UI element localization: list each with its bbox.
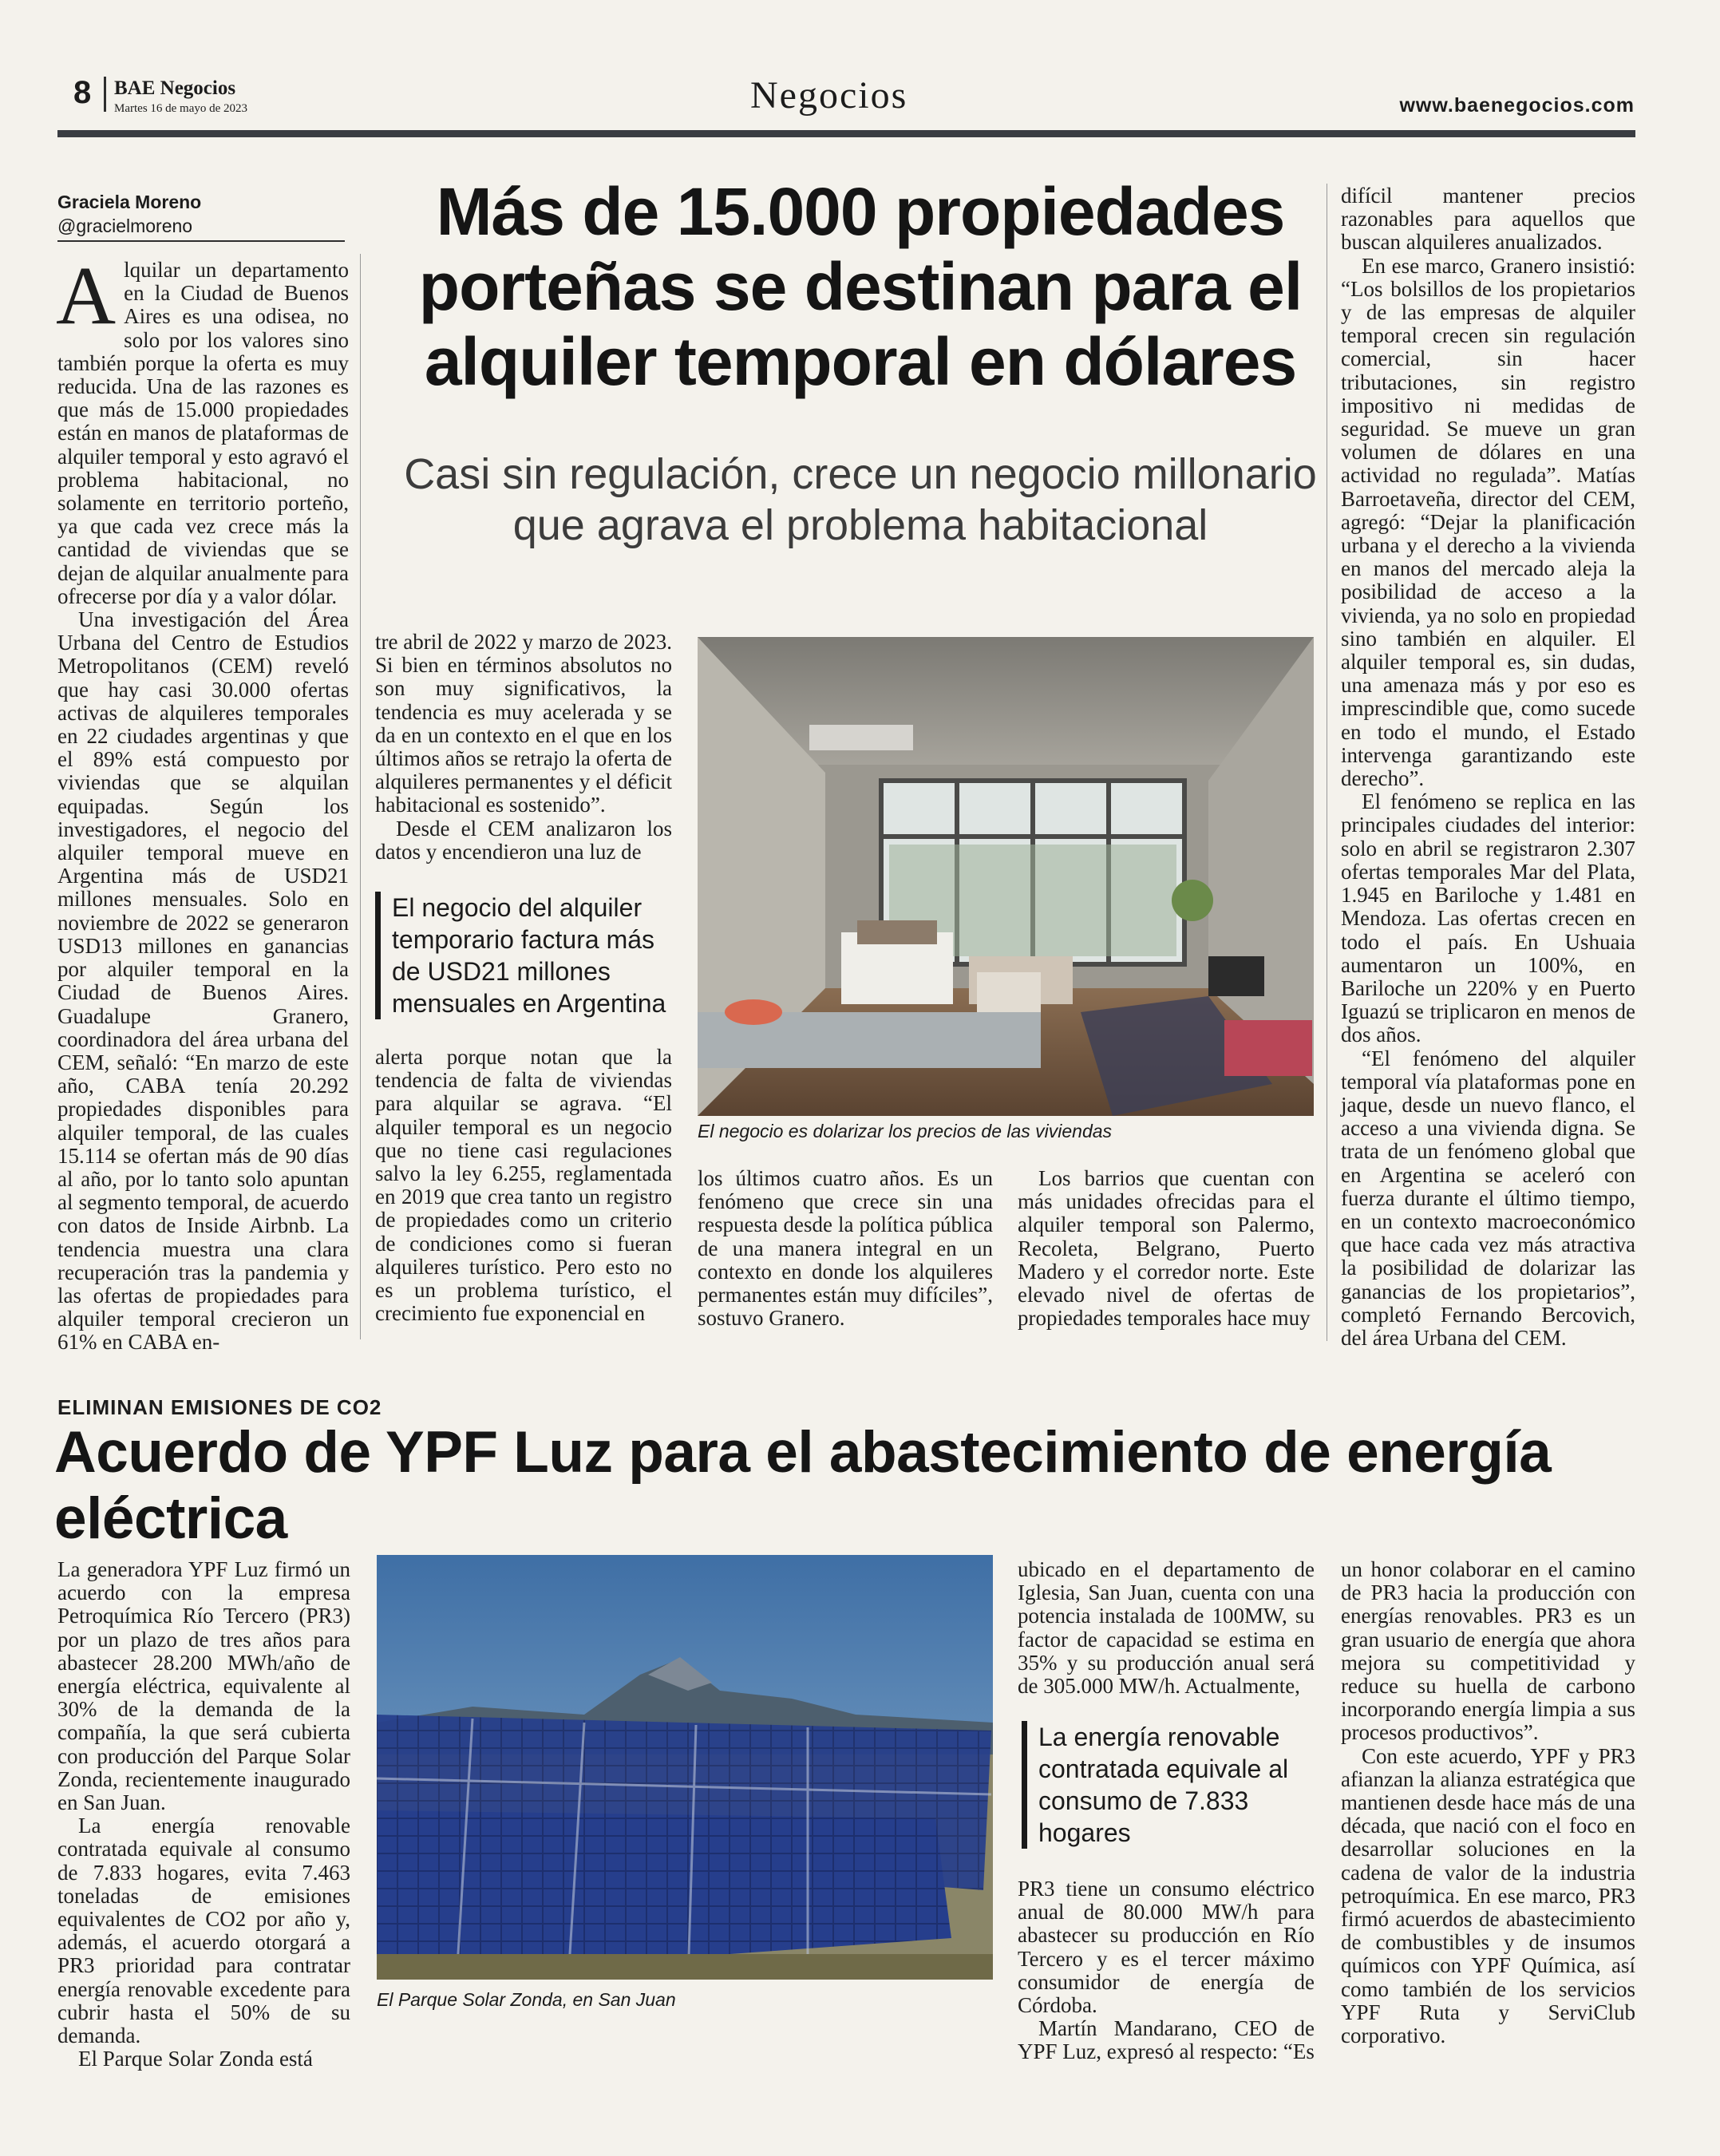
byline-handle: @gracielmoreno	[57, 216, 193, 236]
article1-column-2b	[375, 1046, 672, 1325]
article1-paragraph: los últimos cuatro años. Es un fenómeno que crece sin una respuesta desde la política pública de una manera integral en un contexto en donde los alquileres permanentes están muy difíciles”, sostuvo Granero.	[698, 1166, 993, 1331]
article1-column-4	[1018, 1167, 1315, 1330]
pullquote-ypf: La energía renovable contratada equivale al consumo de 7.833 hogares	[1022, 1721, 1310, 1849]
website-url: www.baenegocios.com	[1399, 94, 1635, 117]
masthead-divider	[104, 77, 106, 112]
section-title: Negocios	[750, 74, 908, 117]
byline-author: Graciela Moreno	[57, 192, 202, 212]
article2-paragraph: PR3 tiene un consumo eléctrico anual de 80.000 MW/h para abastecer su producción en Río Tercero y es el tercer máximo consumidor de energía de Córdoba.	[1018, 1877, 1315, 2018]
article1-paragraph: En ese marco, Granero insistió: “Los bolsillos de los propietarios y de las empresas de alquiler temporal crecen sin regulación comercial, sin hacer tributaciones, sin registro impositivo ni medidas de seguridad. Se mueve un gran volumen de dólares en una actividad no regulada”. Matías Barroetaveña, director del CEM, agregó: “Dejar la planificación urbana y el derecho a la vivienda en manos del mercado aleja la posibilidad de acceso a la vivienda, ya no solo en propiedad sino también en alquiler. El alquiler temporal es, sin dudas, una amenaza más y por eso es imprescindible que, como sucede en todo el mundo, el Estado intervenga garantizando este derecho”.	[1341, 253, 1635, 791]
article2-paragraph: ubicado en el departamento de Iglesia, San Juan, cuenta con una potencia instalada de 100MW, su factor de capacidad se estima en 35% y su producción anual será de 305.000 MW/h. Actualmente,	[1018, 1557, 1315, 1699]
article2-paragraph: Martín Mandarano, CEO de YPF Luz, expresó al respecto: “Es	[1018, 2016, 1315, 2064]
kicker-ypf: ELIMINAN EMISIONES DE CO2	[57, 1395, 382, 1419]
article2-paragraph: El Parque Solar Zonda está	[78, 2047, 313, 2071]
article1-column-2	[375, 631, 672, 864]
article1-paragraph: lquilar un departamento en la Ciudad de Buenos Aires es una odisea, no solo por los valores sino también porque la oferta es muy reducida. Una de las razones es que más de 15.000 propiedades están en manos de plataformas de alquiler temporal y esto agravó el problema habitacional, no solamente en territorio porteño, ya que cada vez crece más la cantidad de viviendas que se dejan de alquilar anualmente para ofrecerse por día y a valor dólar.	[57, 258, 349, 608]
article1-paragraph: difícil mantener precios razonables para aquellos que buscan alquileres anualizados.	[1341, 184, 1635, 255]
article2-column-1	[57, 1558, 350, 2071]
article1-paragraph: alerta porque notan que la tendencia de falta de viviendas para alquilar se agrava. “El alquiler temporal es un negocio que no tiene casi regulaciones salvo la ley 6.255, reglamentada en 2019 que crea tanto un registro de propiedades como un criterio de condiciones como si fueran alquileres turístico. Pero esto no es un problema turístico, el crecimiento fue exponencial en	[375, 1045, 672, 1326]
subheadline-rentals: Casi sin regulación, crece un negocio millonario que agrava el problema habitacional	[404, 450, 1317, 549]
article1-column-1	[56, 250, 349, 1355]
headline-ypf: Acuerdo de YPF Luz para el abastecimiento de energía eléctrica	[54, 1420, 1552, 1551]
article2-paragraph: La energía renovable contratada equivale al consumo de 7.833 hogares, evita 7.463 toneladas de emisiones equivalentes de CO2 por año y, además, el acuerdo otorgará a PR3 prioridad para contratar energía renovable excedente para cubrir hasta el 50% de su demanda.	[57, 1814, 350, 2048]
photo-apartment-interior	[698, 637, 1314, 1116]
headline-rentals: Más de 15.000 propiedades porteñas se destinan para el alquiler temporal en dólares	[418, 174, 1303, 399]
article1-paragraph: Desde el CEM analizaron los datos y encendieron una luz de	[375, 816, 672, 864]
photo-caption-apartment: El negocio es dolarizar los precios de las viviendas	[698, 1121, 1113, 1141]
article1-column-3	[698, 1167, 993, 1330]
article1-paragraph: El fenómeno se replica en las principales ciudades del interior: solo en abril se registraron 2.307 ofertas temporales Mar del Plata, 1.945 en Bariloche y 1.481 en Mendoza. Las ofertas crecen en todo el país. En Ushuaia aumentaron un 100%, en Bariloche un 220% y en Puerto Iguazú se triplicaron en menos de dos años.	[1341, 789, 1635, 1047]
pullquote-rentals: El negocio del alquiler temporario factura más de USD21 millones mensuales en Argentina	[375, 892, 679, 1019]
photo-caption-solar: El Parque Solar Zonda, en San Juan	[377, 1989, 676, 2010]
column-rule	[360, 254, 361, 1339]
article1-paragraph: tre abril de 2022 y marzo de 2023. Si bien en términos absolutos no son muy significativos, la tendencia es muy acelerada y se da en un contexto en el que en los últimos años se retrajo la oferta de alquileres permanentes y el déficit habitacional es sostenido”.	[375, 630, 672, 817]
article2-column-2	[1018, 1558, 1315, 1698]
article2-column-2b	[1018, 1877, 1315, 2064]
masthead-rule	[57, 130, 1635, 137]
article2-paragraph: La generadora YPF Luz firmó un acuerdo con la empresa Petroquímica Río Tercero (PR3) por un plazo de tres años para abastecer 28.200 MWh/año de energía eléctrica, equivalente al 30% de la demanda de la compañía, la que será cubierta con producción del Parque Solar Zonda, recientemente inaugurado en San Juan.	[57, 1557, 350, 1815]
article2-column-3	[1341, 1558, 1635, 2047]
article1-paragraph: Una investigación del Área Urbana del Centro de Estudios Metropolitanos (CEM) reveló que hay casi 30.000 ofertas activas de alquileres temporales en 22 ciudades argentinas y que el 89% está compuesto por viviendas que se alquilan equipadas. Según los investigadores, el negocio del alquiler temporal mueve en Argentina más de USD21 millones mensuales. Solo en noviembre de 2022 se generaron USD13 millones en ganancias por alquiler temporal en la Ciudad de Buenos Aires. Guadalupe Granero, coordinadora del área urbana del CEM, señaló: “En marzo de este año, CABA tenía 20.292 propiedades disponibles para alquiler temporal, de las cuales 15.114 se ofertan más de 90 días al año, por lo tanto solo apuntan al segmento temporal, de acuerdo con datos de Inside Airbnb. La tendencia muestra una clara recuperación tras la pandemia y las ofertas de propiedades para alquiler temporal crecieron un 61% en CABA en-	[57, 607, 349, 1355]
article2-paragraph: un honor colaborar en el camino de PR3 hacia la producción con energías renovables. PR3 es un gran usuario de energía que ahora mejora su competitividad y reduce su huella de carbono incorporando energía limpia a sus procesos productivos”.	[1341, 1557, 1635, 1745]
article1-column-5	[1341, 184, 1635, 1350]
publication-name: BAE Negocios	[114, 77, 236, 99]
article1-paragraph: Los barrios que cuentan con más unidades ofrecidas para el alquiler temporal son Palermo, Recoleta, Belgrano, Puerto Madero y el corredor norte. Este elevado nivel de ofertas de propiedades temporales hace muy	[1018, 1166, 1315, 1331]
publication-date: Martes 16 de mayo de 2023	[114, 102, 248, 115]
photo-solar-park	[377, 1555, 993, 1980]
article2-paragraph: Con este acuerdo, YPF y PR3 afianzan la alianza estratégica que mantienen desde hace más de una década, que nació con el foco en desarrollar soluciones en la cadena de valor de la industria petroquímica. En ese marco, PR3 firmó acuerdos de abastecimiento de combustibles y de insumos químicos con YPF Química, así como también de los servicios YPF Ruta y ServiClub corporativo.	[1341, 1743, 1635, 2048]
drop-cap: A	[56, 250, 117, 342]
page-number: 8	[73, 75, 92, 110]
article1-paragraph: “El fenómeno del alquiler temporal vía plataformas pone en jaque, desde un nuevo flanco, el acceso a una vivienda digna. Se trata de un fenómeno global que en Argentina se aceleró con fuerza durante el último tiempo, en un contexto macroeconómico que hace cada vez más atractiva la posibilidad de dolarizar las ganancias de los propietarios”, completó Fernando Bercovich, del área Urbana del CEM.	[1341, 1046, 1635, 1350]
byline-rule	[57, 240, 345, 242]
